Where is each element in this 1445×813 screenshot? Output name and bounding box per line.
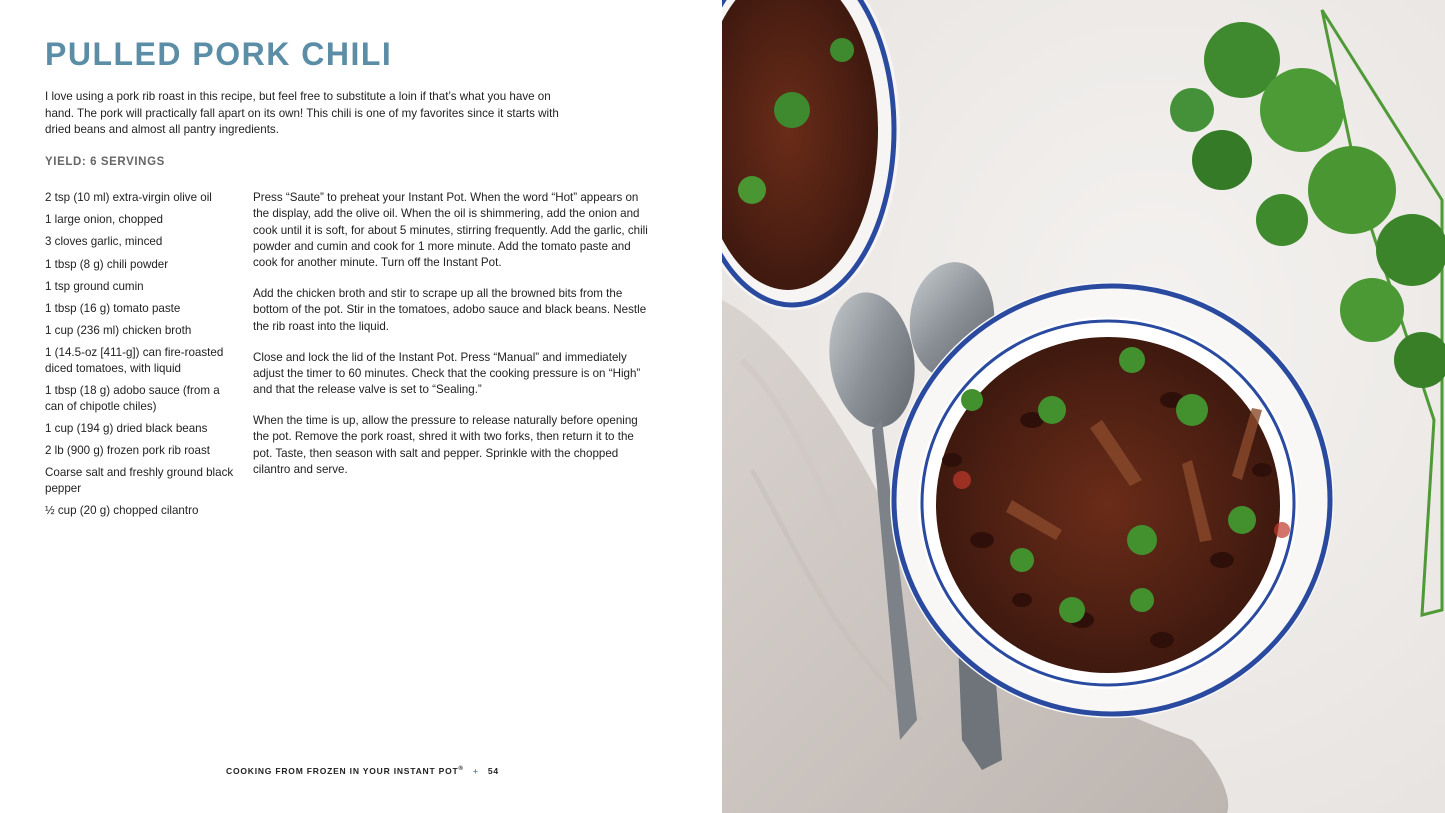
direction-step: Press “Saute” to preheat your Instant Pot. When the word “Hot” appears on the display, add the olive oil. When the oil is shimmering, add the onion and cook until it is soft, for about 5 minutes, stirring frequently. Add the garlic, chili powder and cumin and cook for 1 more minute. Add the tomato paste and cook for another minute. Turn off the Instant Pot. (253, 191, 648, 270)
recipe-intro: I love using a pork rib roast in this recipe, but feel free to substitute a loin if that’s what you have on hand. The pork will practically fall apart on its own! This chili is one of my favorites since it starts with dried beans and almost all pantry ingredients. (45, 90, 559, 136)
recipe-title: PULLED PORK CHILI (45, 36, 393, 72)
recipe-page (0, 0, 722, 813)
ingredient-item: 2 lb (900 g) frozen pork rib roast (45, 443, 210, 457)
page-number: 54 (487, 766, 499, 776)
book-title: COOKING FROM FROZEN IN YOUR INSTANT POT (226, 766, 459, 776)
ingredient-item: 1 cup (236 ml) chicken broth (45, 324, 192, 338)
chili-photo-illustration (722, 0, 1445, 813)
page-footer (226, 766, 499, 776)
ingredient-item: 1 (14.5-oz [411-g]) can fire-roasted diced tomatoes, with liquid (45, 346, 224, 375)
ingredient-item: ½ cup (20 g) chopped cilantro (45, 503, 199, 517)
ingredient-item: 1 large onion, chopped (45, 213, 163, 227)
ingredient-item: 2 tsp (10 ml) extra-virgin olive oil (45, 191, 212, 204)
ingredient-item: 1 tbsp (18 g) adobo sauce (from a can of chipotle chiles) (45, 384, 220, 413)
ingredient-item: 1 tbsp (8 g) chili powder (45, 257, 169, 271)
direction-step: When the time is up, allow the pressure to release naturally before opening the pot. Remove the pork roast, shred it with two forks, then return it to the pot. Taste, then season with salt and pepper. Sprinkle with the chopped cilantro and serve. (253, 414, 638, 476)
ingredient-item: 1 tbsp (16 g) tomato paste (45, 301, 181, 315)
ingredient-item: Coarse salt and freshly ground black pepper (45, 466, 234, 495)
trademark-mark: ® (458, 766, 464, 773)
ingredient-item: 1 tsp ground cumin (45, 279, 144, 293)
bowl-main (890, 282, 1334, 718)
ingredient-list (45, 190, 235, 525)
ingredient-item: 3 cloves garlic, minced (45, 235, 163, 249)
ingredient-item: 1 cup (194 g) dried black beans (45, 421, 208, 435)
chili-photo (722, 0, 1445, 813)
footer-separator: + (472, 766, 479, 776)
direction-step: Add the chicken broth and stir to scrape up all the browned bits from the bottom of the pot. Stir in the tomatoes, adobo sauce and black beans. Nestle the rib roast into the liquid. (253, 287, 647, 333)
directions (253, 190, 653, 493)
direction-step: Close and lock the lid of the Instant Pot. Press “Manual” and immediately adjust the timer to 60 minutes. Check that the cooking pressure is on “High” and that the release valve is set to “Sealing.” (253, 350, 641, 397)
recipe-yield: YIELD: 6 SERVINGS (45, 156, 165, 168)
